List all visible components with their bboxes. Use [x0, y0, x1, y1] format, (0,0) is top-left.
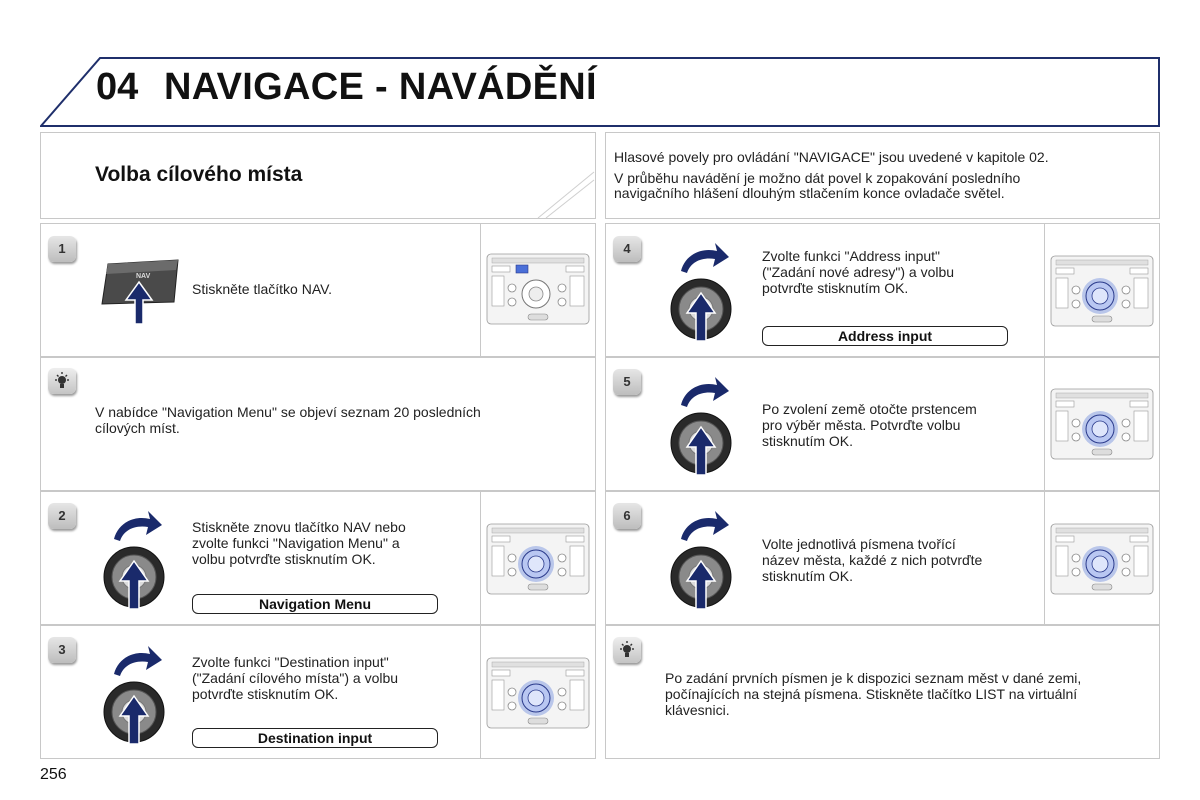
step-1-text: Stiskněte tlačítko NAV. — [192, 281, 333, 297]
step-3-badge: 3 — [48, 637, 76, 663]
step-2-line-2: zvolte funkci "Navigation Menu" a — [192, 535, 400, 551]
step-3-line-1: Zvolte funkci "Destination input" — [192, 654, 389, 670]
curved-arrow-icon — [681, 243, 729, 273]
lightbulb-icon — [52, 371, 72, 391]
intro-line-2: V průběhu navádění je možno dát povel k zopakování posledního — [614, 170, 1021, 186]
step-5-line-3: stisknutím OK. — [762, 433, 854, 449]
page-number: 256 — [40, 766, 67, 783]
step-4-badge: 4 — [613, 236, 641, 262]
knob-svg — [667, 237, 737, 347]
tip-1-line-2: cílových míst. — [95, 420, 180, 436]
knob-svg — [100, 505, 170, 615]
navigation-menu-button[interactable]: Navigation Menu — [192, 594, 438, 614]
chapter-number: 04 — [96, 66, 139, 108]
curved-arrow-icon — [114, 646, 162, 676]
step-1-badge: 1 — [48, 236, 76, 262]
step-3-line-2: ("Zadání cílového místa") a volbu — [192, 670, 399, 686]
step-6-line-3: stisknutím OK. — [762, 568, 854, 584]
radio-panel-icon — [486, 520, 590, 598]
step-4-line-3: potvrďte stisknutím OK. — [762, 280, 909, 296]
destination-input-button[interactable]: Destination input — [192, 728, 438, 748]
radio-panel-step-1 — [486, 250, 590, 328]
curved-arrow-icon — [681, 511, 729, 541]
step-6-line-1: Volte jednotlivá písmena tvořící — [762, 536, 956, 552]
radio-panel-step-5 — [1050, 385, 1154, 463]
step-4-line-1: Zvolte funkci "Address input" — [762, 248, 941, 264]
address-input-button[interactable]: Address input — [762, 326, 1008, 346]
knob-svg — [667, 505, 737, 615]
step-6-line-2: název města, každé z nich potvrďte — [762, 552, 983, 568]
step-4-line-2: ("Zadání nové adresy") a volbu — [762, 264, 955, 280]
curved-arrow-icon — [114, 511, 162, 541]
step-2-line-3: volbu potvrďte stisknutím OK. — [192, 551, 376, 567]
lightbulb-icon — [617, 640, 637, 660]
step-5-line-2: pro výběr města. Potvrďte volbu — [762, 417, 961, 433]
knob-illustration-step-2 — [100, 505, 170, 615]
step-2-line-1: Stiskněte znovu tlačítko NAV nebo — [192, 519, 406, 535]
step-5-badge: 5 — [613, 369, 641, 395]
nav-key-label: NAV — [136, 273, 151, 280]
radio-panel-step-3 — [486, 654, 590, 732]
curved-arrow-icon — [681, 377, 729, 407]
tip-2-line-3: klávesnici. — [665, 702, 730, 718]
radio-panel-step-2 — [486, 520, 590, 598]
knob-illustration-step-3 — [100, 640, 170, 750]
step-2-badge: 2 — [48, 503, 76, 529]
intro-line-3: navigačního hlášení dlouhým stlačením konce ovladače světel. — [614, 185, 1005, 201]
step-5-line-1: Po zvolení země otočte prstencem — [762, 401, 977, 417]
knob-illustration-step-5 — [667, 371, 737, 481]
tip-2-line-1: Po zadání prvních písmen je k dispozici seznam měst v dané zemi, — [665, 670, 1082, 686]
knob-illustration-step-6 — [667, 505, 737, 615]
radio-panel-icon — [486, 250, 590, 328]
knob-illustration-step-4 — [667, 237, 737, 347]
radio-panel-step-6 — [1050, 520, 1154, 598]
section-title: Volba cílového místa — [95, 163, 303, 186]
page-title: NAVIGACE - NAVÁDĚNÍ — [164, 66, 597, 108]
radio-panel-icon — [1050, 252, 1154, 330]
tip-1-line-1: V nabídce "Navigation Menu" se objeví seznam 20 posledních — [95, 404, 481, 420]
step-3-line-3: potvrďte stisknutím OK. — [192, 686, 339, 702]
radio-panel-icon — [1050, 520, 1154, 598]
radio-panel-icon — [1050, 385, 1154, 463]
page-curl-decoration — [530, 170, 596, 220]
step-6-badge: 6 — [613, 503, 641, 529]
intro-line-1: Hlasové povely pro ovládání "NAVIGACE" jsou uvedené v kapitole 02. — [614, 149, 1049, 165]
arrow-up-icon — [124, 280, 154, 326]
radio-panel-step-4 — [1050, 252, 1154, 330]
knob-svg — [100, 640, 170, 750]
knob-svg — [667, 371, 737, 481]
tip-2-line-2: počínajících na stejná písmena. Stiskněte tlačítko LIST na virtuální — [665, 686, 1078, 702]
radio-panel-icon — [486, 654, 590, 732]
